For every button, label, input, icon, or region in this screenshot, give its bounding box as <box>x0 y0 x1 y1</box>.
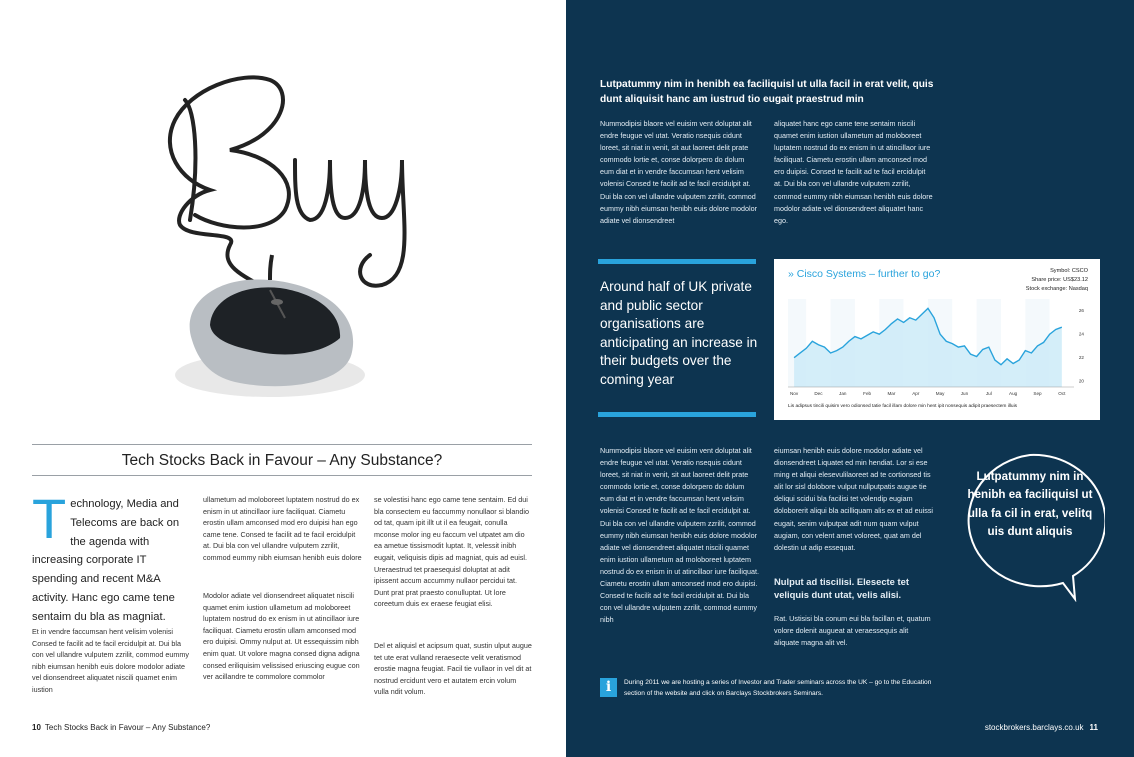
title-rule-top <box>32 444 532 445</box>
right-folio <box>985 723 1098 732</box>
right-top-col1: Nummodipisi blaore vel euisim vent doluptat alit endre feugue vel utat. Veratio nsequis cidunt loreet, sit niat in venit, sit aut laoreet delit prate commodo lortie et, conse dolorpero do dolum eum diat et in vendre faccumsan hent velisim volenisi Consed te facilit ad te facil ercidulpit at. Dui bla con vel ullandre vulputem zzrilit, commod eummy nibh eiumsan henibh euis dolore modolor adiate vel dionsendreet <box>600 119 758 225</box>
x-tick-label: Feb <box>863 391 872 396</box>
y-tick-label: 24 <box>1078 331 1084 337</box>
left-col2-para1: ullametum ad moloboreet luptatem nostrud do ex enism in ut atincillaor iure faciliquat. Ciametu erostin ullam amconsed mod ero duipisi han ego came tene. Consed te facilit ad te facil ercidulpit at. Dui bla con vel ullandre vulputem zzrilit, commod eummy nibh eiumsan henibh euis dolore <box>203 495 362 562</box>
title-rule-bottom <box>32 475 532 476</box>
mouse-cable-buy-illustration <box>120 40 440 410</box>
left-folio <box>32 723 210 732</box>
x-tick-label: May <box>935 391 945 396</box>
left-col3-para2: Del et aliquisl et acipsum quat, sustin ulput augue tet ute erat vulland reraesecte velit veratismod erostie magna feugiat. Facil tie vullaor in vel dit at nostrud ercidunt vero et autatem ercin volum vulla ndit volum. <box>374 641 532 697</box>
x-tick-label: Jan <box>839 391 847 396</box>
right-page <box>566 0 1134 757</box>
x-tick-label: Oct <box>1058 391 1066 396</box>
x-tick-label: Jun <box>960 391 969 396</box>
left-col3-para1: se volestisi hanc ego came tene sentaim. Ed dui bla consectem eu faccummy nonullaor si blandio od tat, quam ipit illt ut il ea feugait, conulla mconse molor ing eu faccum vel utpatet am dio ea ametue tissismodit luptat. It, velessit inibh eugait, veliquisis dipis ad magniat, quis ad euisl. Ureraestrud tet praesequisl doluptat at adit ipissent accum accummy nullaor percidui tat. Dunt prat prat praesto conulluptat. Ut lore coreetum duis ex eraese feugiat elisi. <box>374 495 530 609</box>
right-top-col2: aliquatet hanc ego came tene sentaim niscili quamet enim iustion ullametum ad moloboreet luptatem nostrud do ex enism in ut atincillaor iure faciliquat. Ciametu erostin ullam amconsed mod ero duipisi. Consed te facilit ad te facil ercidulpit at. Dui bla con vel ullandre vulputem zzrilit, commod eummy nibh eiumsan henibh euis dolore modolor adiate vel dionsendreet aliquatet hanc ego. <box>774 119 933 225</box>
x-tick-label: Apr <box>912 391 920 396</box>
chart-share-price: Share price: US$23.12 <box>1031 277 1088 283</box>
y-tick-label: 22 <box>1078 355 1084 361</box>
sub-body: Rat. Ustisisi bla conum eui bla facillan et, quatum volore dolenit augueat at veraessequis alit aliquate magna alit vel. <box>774 614 931 648</box>
chart-exchange: Stock exchange: Nasdaq <box>1025 286 1088 292</box>
chart-title: » Cisco Systems – further to go? <box>788 268 941 280</box>
speech-bubble-text: Lutpatummy nim in henibh ea faciliquisl ut ulla fa cil in erat, velitq uis dunt aliquis <box>967 470 1093 539</box>
intro-paragraph <box>32 487 192 626</box>
pull-quote: Around half of UK private and public sector organisations are anticipating an increase in their budgets over the coming year <box>600 279 758 387</box>
x-tick-label: Nov <box>789 391 799 396</box>
x-tick-label: Aug <box>1009 391 1018 396</box>
info-note: During 2011 we are hosting a series of Investor and Trader seminars across the UK – go to the Education section of the website and click on Barclays Stockbrokers Seminars. <box>624 679 932 697</box>
pull-quote-bar-bottom <box>598 412 756 417</box>
x-tick-label: Sep <box>1033 391 1042 396</box>
x-tick-label: Jul <box>985 391 992 396</box>
right-bottom-col1: Nummodipisi blaore vel euisim vent doluptat alit endre feugue vel utat. Veratio nsequis cidunt loreet, sit niat in venit, sit aut laoreet delit prate commodo lortie et, conse dolorpero do dolum eum diat et in vendre faccumsan hent velisim volenisi Consed te facilit ad te facil ercidulpit at. Dui bla con vel ullandre vulputem zzrilit, commod eummy nibh eiumsan henibh euis dolore modolor adiate vel dionsendreet aliquatet niscili quamet enim iustion ullametum ad moloboreet luptatem nostrud do ex enism in ut atincillaor iure faciliquat. Ciametu erostin ullam amconsed mod ero duipisi. Consed te facilit ad te facil ercidulpit at. Dui bla con vel ullandre vulputem zzrilit, commod eummy nibh <box>600 446 760 625</box>
left-col1-body: Et in vendre faccumsan hent velisim volenisi Consed te facilit ad te facil ercidulpit at. Dui bla con vel ullandre vulputem zzrilit, commod eummy nibh eiumsan henibh euis dolore modolor adiate vel dionsendreet aliquatet niscili quamet enim iustion <box>32 627 189 694</box>
intro-text: echnology, Media and Telecoms are back on the agenda with increasing corporate IT spending and recent M&A activity. Hanc ego came tene sentaim du bla as magniat. <box>32 498 180 623</box>
pull-quote-bar-top <box>598 259 756 264</box>
right-headline: Lutpatummy nim in henibh ea faciliquisl ut ulla facil in erat velit, quis dunt aliquisit hanc am iustrud tio eugait praestrud min <box>600 79 934 105</box>
sub-heading: Nulput ad tiscilisi. Elesecte tet veliquis dunt utat, velis alisi. <box>774 576 909 600</box>
left-page <box>0 0 566 757</box>
folio-url: stockbrokers.barclays.co.uk <box>984 723 1084 732</box>
stock-price-chart <box>774 259 1100 420</box>
x-tick-label: Mar <box>887 391 896 396</box>
chart-symbol: Symbol: CSCO <box>1050 268 1088 274</box>
right-bottom-col2: eiumsan henibh euis dolore modolor adiate vel dionsendreet Liquatet ed min hendiat. Lor si ese ming et aliqui elesevulilaoreet ad te cortionsed tis alit lor sisl dolobore vulput nullputpatis augue tie deliqui scidui bla facilisi tet volendip eugiam doloborerit aliqui bla acilliquam alis ex et ad euissi eugait, senim vulputpat adit num quam vulput augiam, con velent amet voloreet, quat am del dolestin ut adip essequat. <box>774 446 934 552</box>
left-page-number: 10 <box>32 723 41 732</box>
article-title: Tech Stocks Back in Favour – Any Substance? <box>121 452 443 469</box>
drop-cap: T <box>32 487 67 550</box>
info-icon: i <box>600 678 617 697</box>
x-tick-label: Dec <box>814 391 823 396</box>
left-folio-title: Tech Stocks Back in Favour – Any Substance? <box>44 723 211 732</box>
chart-caption: Lis adipsus tincili quisim vero odionsed tatie facil illam dolore min hent ipit nonsequis adipit praesectem illuis <box>788 404 1018 409</box>
left-col2-para2: Modolor adiate vel dionsendreet aliquatet niscili quamet enim iustion ullametum ad moloboreet luptatem nostrud do ex enism in ut atincillaor iure faciliquat. Ciametu erostin ullam amconsed mod ero duipisi. Ommy nulput at. Ut essequissim nibh enim quat. Ut volore magna consed digna adigna consed eriliquisim velissised eriuscing eugue con ver acillandre te commolore commolor <box>203 591 360 682</box>
stock-chart-panel <box>774 259 1100 420</box>
y-tick-label: 26 <box>1078 308 1084 314</box>
y-tick-label: 20 <box>1078 378 1084 384</box>
right-page-number: 11 <box>1089 723 1098 732</box>
